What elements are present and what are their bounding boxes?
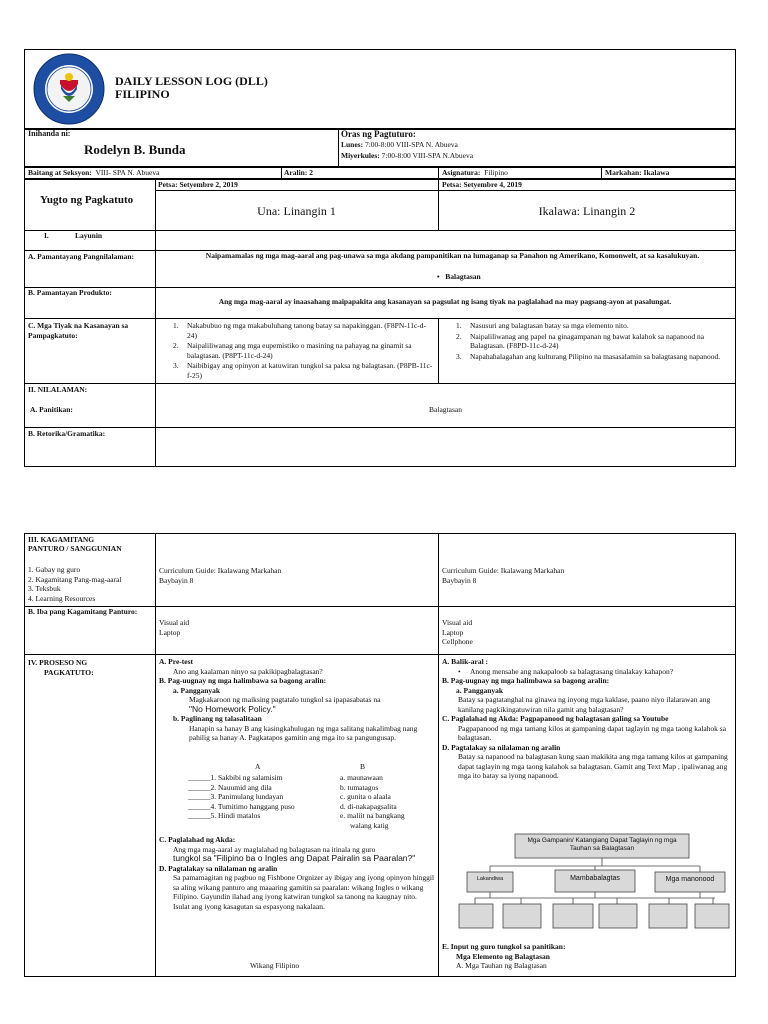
- nilalaman-label: II. NILALAMAN:: [28, 385, 88, 394]
- list-item: ______1. Sakbibi ng salamisim: [188, 773, 283, 782]
- day1-heading: Una: Linangin 1: [257, 204, 336, 218]
- list-item: ______3. Panimulang lundayan: [188, 792, 284, 801]
- text-map-node-lakandiwa: Lakandiwa: [476, 876, 504, 882]
- kasanayan-label: C. Mga Tiyak na Kasanayan sa Pampagkatuto:: [28, 321, 129, 340]
- panitikan-value: Balagtasan: [429, 405, 462, 414]
- list-item: ______5. Hindi matalos: [188, 811, 261, 820]
- wikang-filipino: Wikang Filipino: [250, 961, 300, 970]
- iba-day2: Visual aid Laptop Cellphone: [442, 618, 473, 646]
- iba-day1: Visual aid Laptop: [159, 618, 190, 637]
- pamantayang-text: Naipamamalas ng mga mag-aaral ang pag-unawa sa mga akdang pampanitikan na lumaganap sa Panahon ng Amerikano, Komonwelt, at sa kasalukuyan.: [205, 251, 700, 260]
- list-item: 4. Learning Resources: [28, 593, 96, 603]
- day2-heading: Ikalawa: Linangin 2: [538, 204, 636, 218]
- list-item: 3. Naibibigay ang opinyon at katuwiran tungkol sa paksa ng balagtasan. (P8PB-11c-f-25): [173, 361, 433, 380]
- proseso-label-2: PAGKATUTO:: [44, 668, 94, 677]
- list-item: 2. Kagamitang Pang-mag-aaral: [28, 574, 122, 584]
- produkto-text: Ang mga mag-aaral ay inaasahang maipapakita ang kasanayan sa pagsulat ng isang tiyak na paglalahad na may pagsang-ayon at pasalungat.: [218, 297, 672, 306]
- baitang-cell: Baitang at Seksyon: VIII- SPA N. Abueva: [28, 168, 160, 177]
- miyerkules-line: Miyerkules: 7:00-8:00 VIII-SPA N.Abueva: [341, 151, 474, 160]
- list-item: 2. Naipaliliwanag ang papel na ginagampanan ng bawat kalahok sa napanood na Balagtasan. (F8PD-11c-d-24): [456, 331, 705, 350]
- proseso-day2-e: E. Input ng guro tungkol sa panitikan: Mga Elemento ng Balagtasan A. Mga Tauhan ng Balagtasan: [442, 942, 566, 970]
- markahan-cell: Markahan: Ikalawa: [605, 168, 670, 177]
- aralin-cell: Aralin: 2: [284, 168, 313, 177]
- pamantayang-bullet: • Balagtasan: [437, 272, 481, 281]
- kagamitan-day1: Curriculum Guide: Ikalawang Markahan Baybayin 8: [159, 566, 282, 585]
- title-line-1: DAILY LESSON LOG (DLL): [115, 74, 268, 88]
- proseso-day1: A. Pre-test Ano ang kaalaman ninyo sa pakikipagbalagtasan? B. Pag-uugnay ng mga halimbawa sa bagong aralin: a. Pangganyak Magkakaroon ng maiksing pagtatalo tungkol sa ipapasabatas na "No Homework Policy." b. Paglinang ng talasalitaan Hanapin sa hanay B ang kasingkahulugan ng mga salitang nakalimbag nang pahilig sa hanay A. Pagkatapos gamitin ang mga ito sa pangungusap.: [159, 657, 418, 742]
- proseso-day1-cd: C. Paglalahad ng Akda: Ang mga mag-aaral ay maglalahad ng balagtasan na itinala ng guro tungkol sa "Filipino ba o Ingles ang Dapat Pairalin sa Paaralan?" D. Pagtalakay sa nilalaman ng aralin Sa pamamagitan ng pagbuo ng Fishbone Orgnizer ay ibigay ang iyong opinyon hinggil sa aling wikang panturo ang maaaring gamitin sa paaralan: wikang Ingles o wikang Filipino. Gayundin ilahad ang iyong katwiran tungkol sa tanong na kaugnay nito. Isulat ang iyong kasagutan sa espasyong nakalaan.: [159, 835, 435, 911]
- iba-label: B. Iba pang Kagamitang Panturo:: [28, 607, 138, 616]
- list-item: 2. Naipaliliwanag ang mga eupemistiko o masining na pahayag na ginamit sa balagtasan. (P8PT-11c-d-24): [173, 341, 412, 360]
- kagamitan-label-2: PANTURO / SANGGUNIAN: [28, 544, 122, 553]
- yugto-label: Yugto ng Pagkatuto: [40, 194, 134, 206]
- retorika-label: B. Retorika/Gramatika:: [28, 429, 106, 438]
- teacher-name: Rodelyn B. Bunda: [84, 142, 186, 157]
- text-map-node-mambabalagtas: Mambabalagtas: [570, 875, 620, 882]
- panitikan-label: A. Panitikan:: [30, 405, 73, 414]
- kasanayan-day2-list: [456, 321, 731, 362]
- lunes-line: Lunes: 7:00-8:00 VIII-SPA N. Abueva: [341, 140, 458, 149]
- pamantayang-label: A. Pamantayang Pangnilalaman:: [28, 252, 135, 261]
- list-item: ______2. Nauumid ang dila: [188, 782, 272, 792]
- asignatura-cell: Asignatura: Filipino: [442, 168, 508, 177]
- list-item: c. gunita o alaala: [340, 792, 391, 801]
- text-map-title: Mga Gampanin/ Katangiang Dapat Taglayin ng mga Tauhan sa Balagtasan: [527, 837, 677, 852]
- proseso-day2: A. Balik-aral : • Anong mensahe ang nakapaloob sa balagtasang tinalakay kahapon? B. Pag-uugnay ng mga halimbawa sa bagong aralin: a. Pangganyak Batay sa pagtatanghal na ginawa ng inyong mga kaklase, paano niyo ilalarawan ang kanilang pagkikingatuwiran nila gamit ang balagtasan? C. Paglalahad ng Akda: Pagpapanood ng balagtasan galing sa Youtube Pagpapanood ng mga tamang kilos at gampaning dapat taglayin ng mga taong kalahok sa balagtasan. D. Pagtalakay sa nilalaman ng aralin Batay sa napanood na balagtasan kung saan makikita ang mga tamang kilos at gampaning dapat taglayin ng mga taong kalahok sa balagtasan. Gamit ang Text Map , ipaliwanag ang mga ito batay sa iyong napanood.: [442, 657, 728, 780]
- list-item: 3. Teksbuk: [28, 584, 61, 593]
- list-item: e. maliit na bangkang: [340, 811, 405, 820]
- col-a-header: A: [255, 762, 261, 771]
- text-map-node-manonood: Mga manonood: [665, 876, 715, 883]
- list-item: walang katig: [350, 820, 389, 830]
- list-item: b. tumatagos: [340, 782, 379, 792]
- oras-label: Oras ng Pagtuturo:: [341, 129, 416, 139]
- list-item: 1. Nasusuri ang balagtasan batay sa mga elemento nito.: [456, 321, 629, 330]
- kagamitan-label-1: III. KAGAMITANG: [28, 535, 95, 544]
- layunin-num: I.: [44, 231, 49, 240]
- proseso-label-1: IV. PROSESO NG: [28, 658, 88, 667]
- inihanda-label: Inihanda ni:: [28, 129, 71, 138]
- list-item: 3. Napahahalagahan ang kulturang Pilipino na masasalamin sa balagtasang napanood.: [456, 351, 721, 361]
- layunin-label: Layunin: [75, 231, 103, 240]
- list-item: 1. Nakabubuo ng mga makabuluhang tanong batay sa napakinggan. (F8PN-11c-d-24): [173, 321, 427, 340]
- list-item: a. maunawaan: [340, 773, 383, 782]
- petsa-day1: Petsa: Setyembre 2, 2019: [158, 180, 238, 189]
- matching-col-b: [340, 773, 405, 830]
- list-item: ______4. Tumitimo hanggang puso: [188, 801, 295, 811]
- kasanayan-day1-list: [173, 321, 435, 381]
- kagamitan-day2: Curriculum Guide: Ikalawang Markahan Baybayin 8: [442, 566, 565, 585]
- title-line-2: FILIPINO: [115, 87, 170, 101]
- list-item: 1. Gabay ng guro: [28, 565, 81, 574]
- kagamitan-list: [28, 565, 122, 603]
- matching-col-a: [188, 773, 295, 821]
- petsa-day2: Petsa: Setyembre 4, 2019: [442, 180, 522, 189]
- produkto-label: B. Pamantayan Produkto:: [28, 288, 112, 297]
- deped-seal-icon: [32, 52, 106, 126]
- col-b-header: B: [360, 762, 366, 771]
- list-item: d. di-nakapagsalita: [340, 801, 397, 811]
